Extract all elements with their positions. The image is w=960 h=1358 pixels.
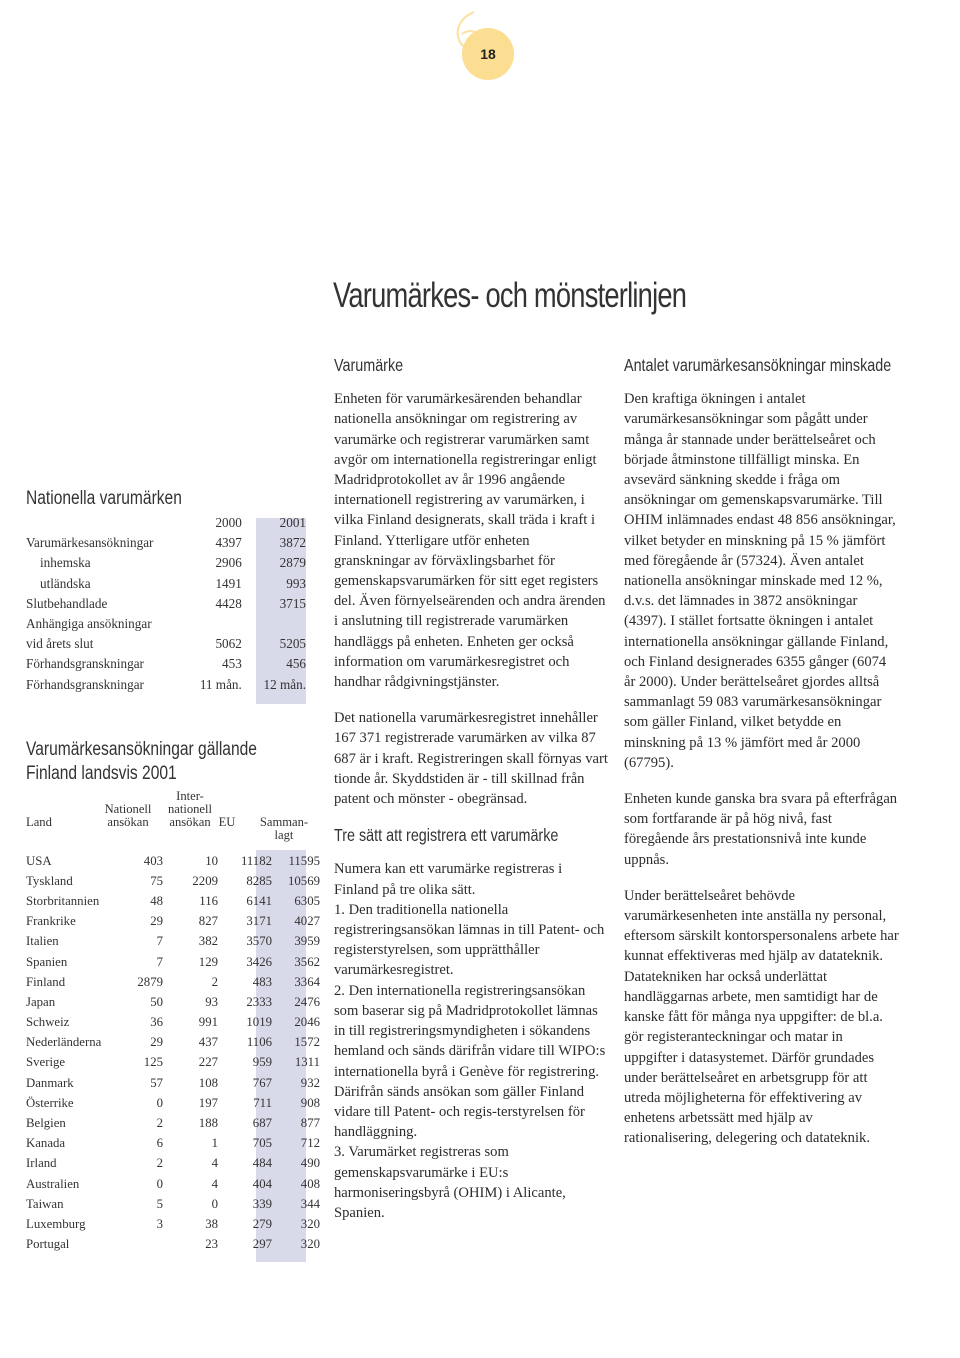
total-value: 712 bbox=[300, 1136, 320, 1151]
table-row bbox=[26, 553, 316, 573]
national-value: 48 bbox=[150, 893, 163, 908]
table-header-row bbox=[26, 513, 316, 533]
table-row bbox=[26, 952, 320, 972]
eu-value: 1019 bbox=[246, 1015, 272, 1030]
registration-methods-list bbox=[334, 859, 609, 1223]
national-value: 36 bbox=[150, 1015, 163, 1030]
country-table-header bbox=[26, 790, 326, 840]
international-value: 227 bbox=[198, 1055, 218, 1070]
country-name: Belgien bbox=[26, 1116, 66, 1131]
table-row bbox=[26, 1174, 320, 1194]
country-name: Portugal bbox=[26, 1237, 70, 1252]
total-value: 408 bbox=[300, 1176, 320, 1191]
international-value: 188 bbox=[198, 1116, 218, 1131]
total-value: 908 bbox=[300, 1095, 320, 1110]
international-value: 1 bbox=[211, 1136, 218, 1151]
international-value: 93 bbox=[205, 994, 218, 1009]
table-row bbox=[26, 1053, 320, 1073]
international-value: 4 bbox=[211, 1156, 218, 1171]
row-label: Anhängiga ansökningar bbox=[26, 616, 152, 632]
country-name: Australien bbox=[26, 1176, 80, 1191]
eu-value: 767 bbox=[252, 1075, 272, 1090]
section-heading-tre-satt: Tre sätt att registrera ett varumärke bbox=[334, 825, 559, 846]
row-label: Förhandsgranskningar bbox=[26, 676, 144, 692]
value-2000: 4428 bbox=[215, 595, 242, 611]
total-value: 6305 bbox=[294, 893, 320, 908]
international-value: 38 bbox=[205, 1216, 218, 1231]
eu-value: 3570 bbox=[246, 934, 272, 949]
national-value: 3 bbox=[156, 1216, 163, 1231]
total-value: 932 bbox=[300, 1075, 320, 1090]
table-row bbox=[26, 614, 316, 634]
paragraph: Den kraftiga ökningen i antalet varumärkesansökningar som pågått under många år stannade under berättelseåret och började åtminstone tillfälligt minska. En avsevärd sänkning skedde i fråga om ansökningar om gemenskapsvarumärke. Till OHIM inlämnades endast 48 856 ansökningar, vilket betyder en minskning på 15 % jämfört med föregående år (57324). Även antalet nationella ansökningar minskade med 12 %, d.v.s. det lämnades in 3872 ansökningar (4397). I stället fortsatte ökningen i antalet internationella ansökningar gällande Finland, och Finland designerades 6355 gånger (6074 år 2000). Under berättelseåret gjordes alltså sammanlagt 59 083 varumärkesansökningar som gäller Finland, vilket betydde en minskning på 13 % jämfört med år 2000 (67795). bbox=[624, 391, 896, 771]
eu-value: 279 bbox=[252, 1216, 272, 1231]
national-value: 2 bbox=[156, 1156, 163, 1171]
national-value: 2 bbox=[156, 1116, 163, 1131]
eu-value: 297 bbox=[252, 1237, 272, 1252]
country-name: Sverige bbox=[26, 1055, 66, 1070]
national-value: 125 bbox=[143, 1055, 163, 1070]
international-value: 2 bbox=[211, 974, 218, 989]
paragraph: Under berättelseåret behövde varumärkesenheten inte anställa ny personal, eftersom särskilt kontorspersonalens arbete har kunnat effektiveras med hjälp av datateknik. Datatekniken har också underlättat handläggarnas arbete, men samtidigt har de kanske fått för många nya uppgifter: de bl.a. gör registeranteckningar och matar in uppgifter i datasystemet. Därför grundades under berättelseåret en arbetsgrupp för att utreda möjligheterna för effektivering av enhetens arbetssätt med hjälp av rationalisering, delegering och datateknik. bbox=[624, 887, 899, 1147]
row-label: Slutbehandlade bbox=[26, 595, 108, 611]
national-value: 7 bbox=[156, 934, 163, 949]
table-row bbox=[26, 992, 320, 1012]
eu-value: 484 bbox=[252, 1156, 272, 1171]
table-row bbox=[26, 634, 316, 654]
table-row bbox=[26, 654, 316, 674]
country-name: USA bbox=[26, 853, 52, 868]
table-row bbox=[26, 851, 320, 871]
eu-value: 2333 bbox=[246, 994, 272, 1009]
country-name: Tyskland bbox=[26, 873, 73, 888]
eu-value: 1106 bbox=[246, 1035, 272, 1050]
total-value: 344 bbox=[300, 1196, 320, 1211]
national-value: 29 bbox=[150, 1035, 163, 1050]
national-table-title: Nationella varumärken bbox=[26, 488, 182, 509]
eu-value: 339 bbox=[252, 1196, 272, 1211]
national-value: 29 bbox=[150, 914, 163, 929]
list-item: 1. Den traditionella nationella registreringsansökan lämnas in till Patent- och registerstyrelsen, som upprätthåller varumärkesregistret. bbox=[334, 901, 605, 979]
country-name: Spanien bbox=[26, 954, 68, 969]
year-header: 2000 bbox=[215, 515, 242, 531]
national-value: 0 bbox=[156, 1176, 163, 1191]
country-table bbox=[26, 851, 320, 1255]
table-row bbox=[26, 1073, 320, 1093]
country-name: Japan bbox=[26, 994, 56, 1009]
row-label: Förhandsgranskningar bbox=[26, 656, 144, 672]
national-table bbox=[26, 513, 316, 695]
page-number: 18 bbox=[462, 28, 514, 80]
value-2001: 12 mån. bbox=[263, 676, 306, 692]
total-value: 1311 bbox=[294, 1055, 320, 1070]
table-row bbox=[26, 594, 316, 614]
header-eu: EU bbox=[218, 815, 236, 829]
country-name: Finland bbox=[26, 974, 66, 989]
row-label: inhemska bbox=[40, 555, 91, 571]
eu-value: 3426 bbox=[246, 954, 272, 969]
eu-value: 8285 bbox=[246, 873, 272, 888]
international-value: 991 bbox=[198, 1015, 218, 1030]
eu-value: 711 bbox=[253, 1095, 272, 1110]
table-row bbox=[26, 1235, 320, 1255]
header-sammanlagt: Samman- lagt bbox=[259, 815, 309, 842]
country-name: Italien bbox=[26, 934, 59, 949]
column-antalet bbox=[624, 355, 899, 1165]
total-value: 320 bbox=[300, 1237, 320, 1252]
total-value: 2046 bbox=[294, 1015, 320, 1030]
table-row bbox=[26, 1013, 320, 1033]
international-value: 129 bbox=[198, 954, 218, 969]
international-value: 2209 bbox=[192, 873, 218, 888]
section-heading-antalet: Antalet varumärkesansökningar minskade bbox=[624, 355, 892, 375]
value-2001 bbox=[242, 614, 316, 634]
eu-value: 404 bbox=[252, 1176, 272, 1191]
national-value: 2879 bbox=[137, 974, 163, 989]
paragraph: Enheten kunde ganska bra svara på efterfrågan som fortfarande är på hög nivå, fast föregående års prestationsnivå inte kunde uppnås. bbox=[624, 791, 898, 868]
eu-value: 705 bbox=[252, 1136, 272, 1151]
country-name: Luxemburg bbox=[26, 1216, 86, 1231]
table-row bbox=[26, 675, 316, 695]
international-value: 116 bbox=[199, 893, 218, 908]
year-header: 2001 bbox=[279, 515, 306, 531]
table-row bbox=[26, 972, 320, 992]
total-value: 3562 bbox=[294, 954, 320, 969]
table-row bbox=[26, 1093, 320, 1113]
total-value: 10569 bbox=[288, 873, 320, 888]
total-value: 4027 bbox=[294, 914, 320, 929]
row-label: Varumärkesansökningar bbox=[26, 535, 154, 551]
eu-value: 3171 bbox=[246, 914, 272, 929]
eu-value: 11182 bbox=[240, 853, 272, 868]
header-internationell: Inter- nationell ansökan bbox=[167, 789, 213, 829]
total-value: 3364 bbox=[294, 974, 320, 989]
table-row bbox=[26, 871, 320, 891]
country-name: Frankrike bbox=[26, 914, 76, 929]
table-row bbox=[26, 1194, 320, 1214]
national-value: 0 bbox=[156, 1095, 163, 1110]
value-2000: 11 mån. bbox=[199, 676, 242, 692]
national-value: 50 bbox=[150, 994, 163, 1009]
value-2000 bbox=[185, 614, 242, 634]
list-item: 2. Den internationella registreringsansökan som baserar sig på Madridprotokollet lämnas in till registreringsmyndigheten i sökandens hemland och sänds därifrån vidare till WIPO:s internationella byrå i Genève för registrering. Därifrån sänds ansökan som gäller Finland vidare till Patent- och regis-terstyrelsen för handläggning. bbox=[334, 982, 606, 1141]
national-value bbox=[111, 1235, 163, 1255]
table-row bbox=[26, 1033, 320, 1053]
international-value: 4 bbox=[211, 1176, 218, 1191]
country-name: Taiwan bbox=[26, 1196, 64, 1211]
table-row bbox=[26, 1214, 320, 1234]
header-land: Land bbox=[26, 815, 52, 829]
header-nationell: Nationell ansökan bbox=[104, 802, 152, 829]
international-value: 23 bbox=[205, 1237, 218, 1252]
value-2000: 2906 bbox=[215, 555, 242, 571]
value-2001: 456 bbox=[286, 656, 306, 672]
list-item: 3. Varumärket registreras som gemenskapsvarumärke i EU:s harmoniseringsbyrå (OHIM) i Alicante, Spanien. bbox=[334, 1144, 566, 1221]
page-title: Varumärkes- och mönsterlinjen bbox=[333, 276, 687, 315]
country-name: Danmark bbox=[26, 1075, 74, 1090]
value-2000: 453 bbox=[222, 656, 242, 672]
column-varumarke bbox=[334, 355, 609, 1223]
row-label: utländska bbox=[40, 575, 91, 591]
country-name: Storbritannien bbox=[26, 893, 100, 908]
list-intro: Numera kan ett varumärke registreras i Finland på tre olika sätt. bbox=[334, 861, 563, 898]
table-row bbox=[26, 533, 316, 553]
table-row bbox=[26, 1154, 320, 1174]
country-table-title: Varumärkesansökningar gällande Finland landsvis 2001 bbox=[26, 739, 257, 784]
value-2001: 2879 bbox=[279, 555, 306, 571]
international-value: 437 bbox=[198, 1035, 218, 1050]
country-name: Kanada bbox=[26, 1136, 66, 1151]
value-2000: 5062 bbox=[215, 636, 242, 652]
country-name: Irland bbox=[26, 1156, 57, 1171]
international-value: 382 bbox=[198, 934, 218, 949]
country-name: Schweiz bbox=[26, 1015, 70, 1030]
national-value: 403 bbox=[143, 853, 163, 868]
international-value: 10 bbox=[205, 853, 218, 868]
total-value: 11595 bbox=[288, 853, 320, 868]
row-label: vid årets slut bbox=[26, 636, 94, 652]
total-value: 1572 bbox=[294, 1035, 320, 1050]
eu-value: 483 bbox=[252, 974, 272, 989]
total-value: 2476 bbox=[294, 994, 320, 1009]
total-value: 3959 bbox=[294, 934, 320, 949]
table-row bbox=[26, 1134, 320, 1154]
total-value: 877 bbox=[300, 1116, 320, 1131]
national-value: 6 bbox=[156, 1136, 163, 1151]
paragraph: Enheten för varumärkesärenden behandlar nationella ansökningar om registrering av varumärke och registrerar varumärken samt avgör om internationella registreringar enligt Madridprotokollet av år 1996 angående internationell registrering av varumärken, i vilka Finland designerats, skall träda i kraft i Finland. Ytterligare utför enheten granskningar av förväxlingsbarhet för gemenskapsvarumärken för sitt eget registers del. Även förnyelseärenden och andra ärenden i anslutning till registrerade varumärken handläggs på enheten. Enheten ger också information om varumärkesregistret och handhar rådgivningstjänster. bbox=[334, 391, 606, 691]
national-value: 57 bbox=[150, 1075, 163, 1090]
table-row bbox=[26, 932, 320, 952]
table-row bbox=[26, 574, 316, 594]
eu-value: 6141 bbox=[246, 893, 272, 908]
international-value: 108 bbox=[198, 1075, 218, 1090]
international-value: 827 bbox=[198, 914, 218, 929]
eu-value: 687 bbox=[252, 1116, 272, 1131]
total-value: 490 bbox=[300, 1156, 320, 1171]
paragraph: Det nationella varumärkesregistret innehåller 167 371 registrerade varumärken av vilka 87 687 är i kraft. Registreringen skall förnyas vart tionde år. Skyddstiden är - till skillnad från patent och mönster - obegränsad. bbox=[334, 710, 608, 808]
national-value: 5 bbox=[156, 1196, 163, 1211]
value-2000: 4397 bbox=[215, 535, 242, 551]
value-2001: 3872 bbox=[279, 535, 306, 551]
value-2001: 5205 bbox=[279, 636, 306, 652]
value-2001: 993 bbox=[286, 575, 306, 591]
value-2001: 3715 bbox=[279, 595, 306, 611]
country-name: Nederländerna bbox=[26, 1035, 102, 1050]
country-name: Österrike bbox=[26, 1095, 74, 1110]
table-row bbox=[26, 912, 320, 932]
total-value: 320 bbox=[300, 1216, 320, 1231]
section-heading-varumarke: Varumärke bbox=[334, 355, 404, 375]
table-row bbox=[26, 1113, 320, 1133]
value-2000: 1491 bbox=[215, 575, 242, 591]
international-value: 197 bbox=[198, 1095, 218, 1110]
table-row bbox=[26, 891, 320, 911]
national-value: 75 bbox=[150, 873, 163, 888]
eu-value: 959 bbox=[252, 1055, 272, 1070]
international-value: 0 bbox=[211, 1196, 218, 1211]
national-value: 7 bbox=[156, 954, 163, 969]
